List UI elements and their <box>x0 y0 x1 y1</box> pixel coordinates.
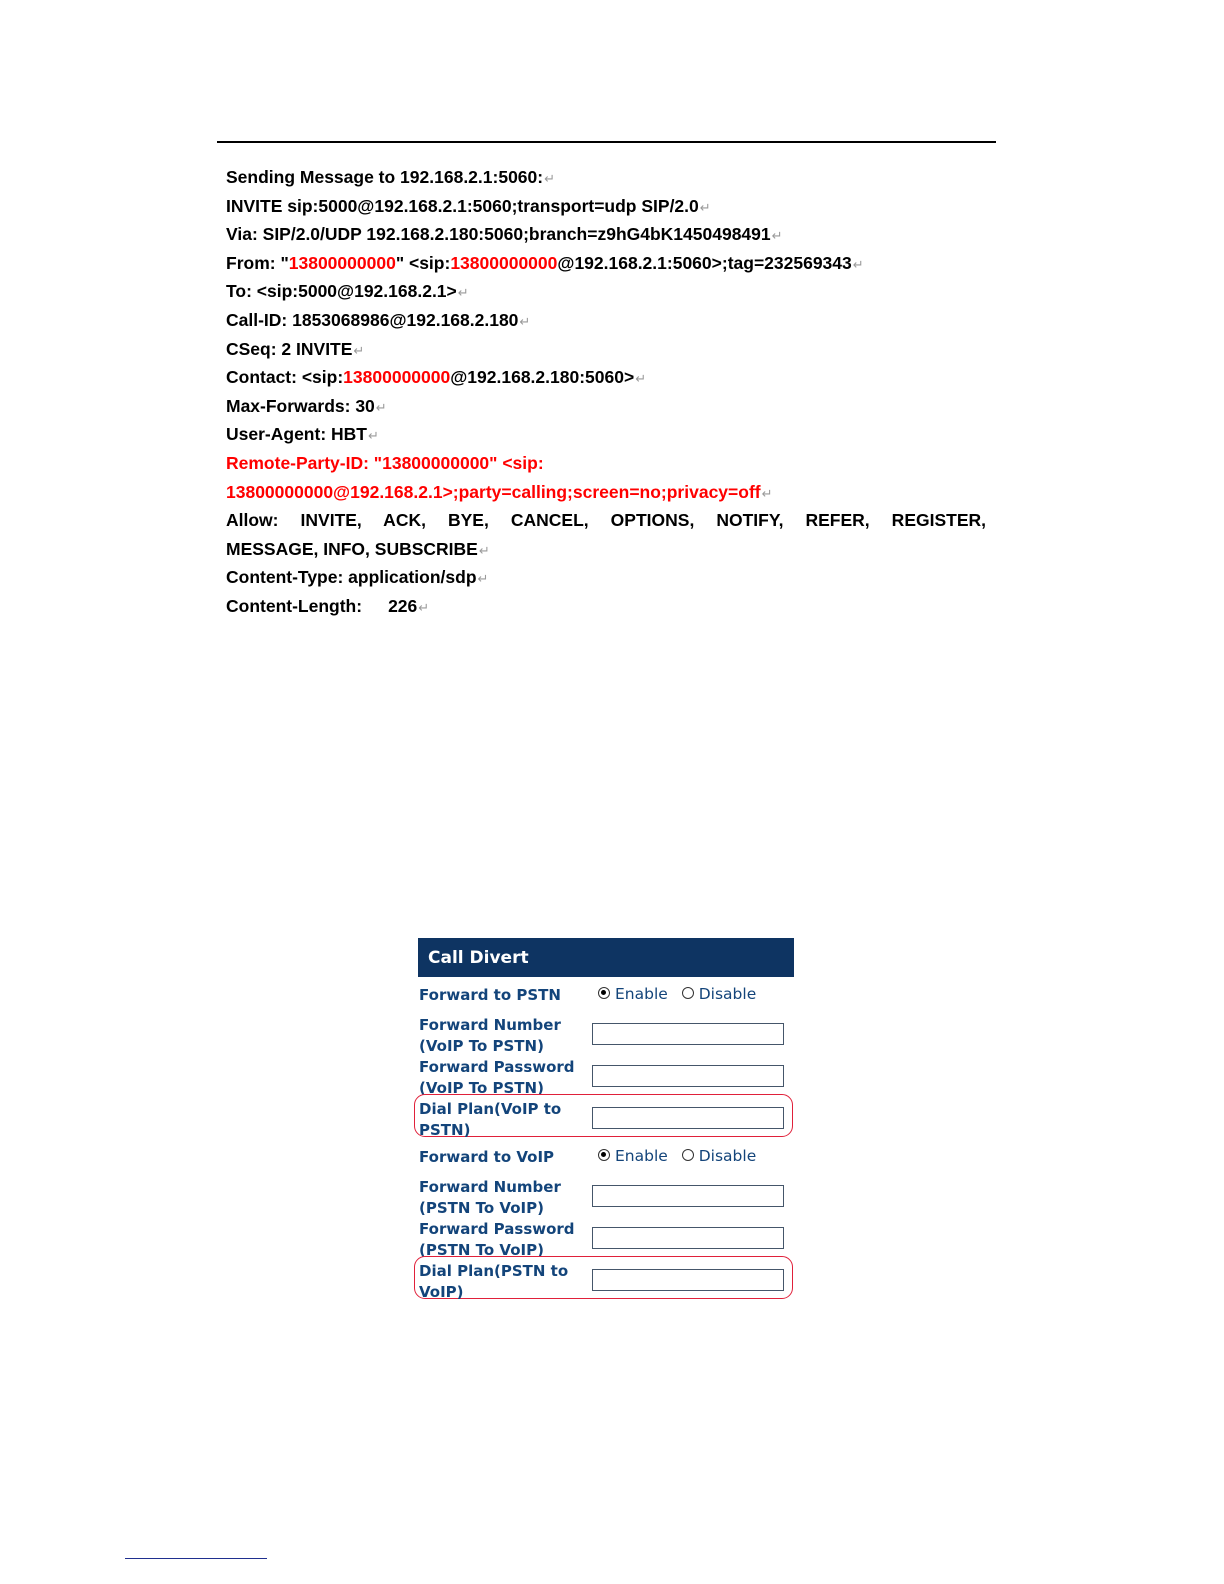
sip-line-contact: Contact: <sip:13800000000@192.168.2.180:5060>↵ <box>226 367 647 388</box>
forward-to-pstn-enable-radio[interactable] <box>598 987 610 999</box>
sip-line-via: Via: SIP/2.0/UDP 192.168.2.180:5060;branch=z9hG4bK1450498491↵ <box>226 224 783 245</box>
from-display-number: 13800000000 <box>288 252 396 273</box>
disable-label: Disable <box>698 985 757 1003</box>
dial-plan-voip-row <box>418 1097 794 1139</box>
sip-line-max-forwards: Max-Forwards: 30↵ <box>226 395 387 416</box>
forward-to-pstn-disable-radio[interactable] <box>682 987 694 999</box>
return-mark-icon: ↵ <box>353 342 365 358</box>
forward-to-voip-label: Forward to VoIP <box>419 1148 555 1166</box>
forward-to-pstn-radio-group <box>598 985 765 1003</box>
sip-line-allow: Allow: INVITE, ACK, BYE, CANCEL, OPTIONS, NOTIFY, REFER, REGISTER, <box>226 510 986 531</box>
forward-number-voip-input[interactable] <box>592 1023 784 1045</box>
return-mark-icon: ↵ <box>761 485 773 501</box>
forward-number-pstn-row <box>418 1175 794 1217</box>
sip-line-content-type: Content-Type: application/sdp↵ <box>226 567 489 588</box>
return-mark-icon: ↵ <box>477 571 489 587</box>
forward-to-voip-enable-radio[interactable] <box>598 1149 610 1161</box>
return-mark-icon: ↵ <box>418 599 430 615</box>
forward-password-pstn-label: Forward Password (PSTN To VoIP) <box>419 1220 575 1259</box>
contact-number: 13800000000 <box>343 367 451 388</box>
forward-number-voip-label: Forward Number (VoIP To PSTN) <box>419 1016 561 1055</box>
return-mark-icon: ↵ <box>375 399 387 415</box>
return-mark-icon: ↵ <box>519 313 531 329</box>
return-mark-icon: ↵ <box>699 199 711 215</box>
sip-invite-message <box>226 163 986 621</box>
forward-password-voip-label: Forward Password (VoIP To PSTN) <box>419 1058 575 1097</box>
forward-to-voip-row <box>418 1139 794 1175</box>
footnote-rule <box>125 1558 267 1559</box>
sip-line-invite: INVITE sip:5000@192.168.2.1:5060;transport=udp SIP/2.0↵ <box>226 195 711 216</box>
return-mark-icon: ↵ <box>478 542 490 558</box>
forward-number-voip-row <box>418 1013 794 1055</box>
dial-plan-pstn-label: Dial Plan(PSTN to VoIP) <box>419 1262 569 1301</box>
return-mark-icon: ↵ <box>852 256 864 272</box>
sip-line-allow-cont: MESSAGE, INFO, SUBSCRIBE↵ <box>226 538 490 559</box>
sip-line-remote-party-id-cont: 13800000000@192.168.2.1>;party=calling;screen=no;privacy=off↵ <box>226 481 773 502</box>
forward-to-voip-radio-group <box>598 1147 765 1165</box>
sip-line-call-id: Call-ID: 1853068986@192.168.2.180↵ <box>226 309 531 330</box>
return-mark-icon: ↵ <box>635 371 647 387</box>
forward-password-pstn-row <box>418 1217 794 1259</box>
return-mark-icon: ↵ <box>367 428 379 444</box>
sip-line-remote-party-id: Remote-Party-ID: "13800000000" <sip: <box>226 452 544 473</box>
dial-plan-voip-label: Dial Plan(VoIP to PSTN) <box>419 1100 562 1139</box>
sip-line-to: To: <sip:5000@192.168.2.1>↵ <box>226 281 469 302</box>
return-mark-icon: ↵ <box>544 171 555 186</box>
return-mark-icon: ↵ <box>457 285 469 301</box>
call-divert-panel <box>418 938 794 1301</box>
enable-label: Enable <box>615 1147 668 1165</box>
sip-line-from: From: "13800000000" <sip:13800000000@192.168.2.1:5060>;tag=232569343↵ <box>226 252 864 273</box>
forward-password-voip-row <box>418 1055 794 1097</box>
forward-to-pstn-label: Forward to PSTN <box>419 986 561 1004</box>
forward-to-pstn-row <box>418 977 794 1013</box>
forward-number-pstn-input[interactable] <box>592 1185 784 1207</box>
dial-plan-pstn-input[interactable] <box>592 1269 784 1291</box>
from-sip-number: 13800000000 <box>450 252 558 273</box>
sip-line-cseq: CSeq: 2 INVITE↵ <box>226 338 365 359</box>
forward-password-voip-input[interactable] <box>592 1065 784 1087</box>
disable-label: Disable <box>698 1147 757 1165</box>
dial-plan-pstn-row <box>418 1259 794 1301</box>
enable-label: Enable <box>615 985 668 1003</box>
dial-plan-voip-input[interactable] <box>592 1107 784 1129</box>
sip-line-content-length: Content-Length: 226↵ <box>226 595 430 616</box>
forward-to-voip-disable-radio[interactable] <box>682 1149 694 1161</box>
sip-line-sending: Sending Message to 192.168.2.1:5060:↵ <box>226 167 555 187</box>
forward-number-pstn-label: Forward Number (PSTN To VoIP) <box>419 1178 561 1217</box>
sip-line-user-agent: User-Agent: HBT↵ <box>226 424 379 445</box>
call-divert-title: Call Divert <box>418 938 794 977</box>
top-rule <box>217 141 996 143</box>
return-mark-icon: ↵ <box>771 228 783 244</box>
forward-password-pstn-input[interactable] <box>592 1227 784 1249</box>
